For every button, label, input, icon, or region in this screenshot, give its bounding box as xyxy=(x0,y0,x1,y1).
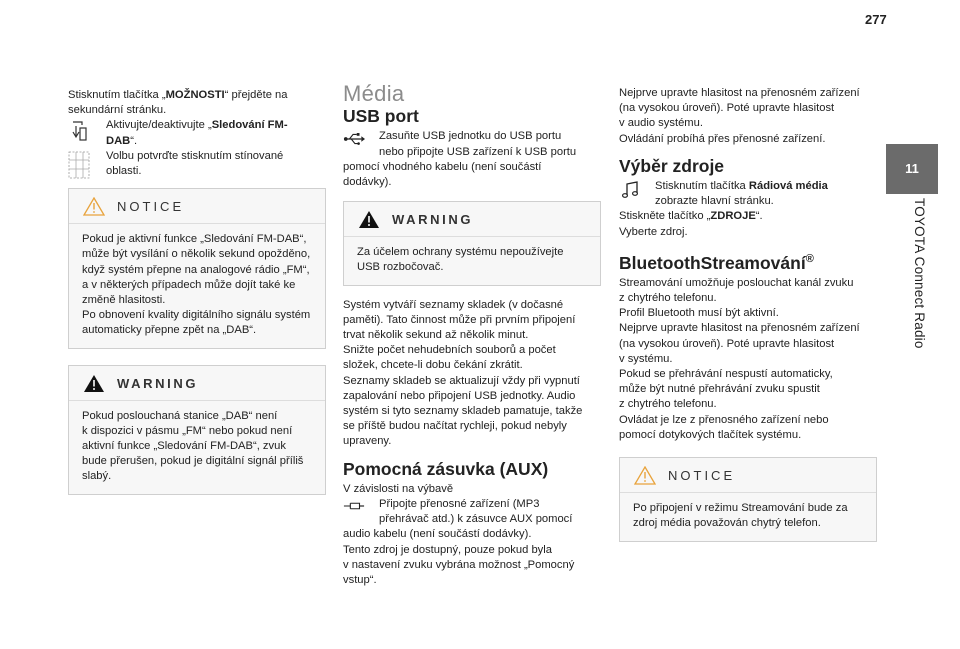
step-toggle xyxy=(68,118,326,148)
notice-header xyxy=(69,189,325,224)
intro-line-2: sekundární stránku. xyxy=(68,104,167,117)
intro-line-1: Stisknutím tlačítka „MOŽNOSTI“ přejděte na xyxy=(68,89,288,101)
usb-warning-header xyxy=(344,202,600,237)
bluetooth-heading: BluetoothStreamování® xyxy=(619,252,814,273)
warning-triangle-icon xyxy=(83,374,105,393)
notice-triangle-icon xyxy=(634,466,656,485)
notice-body: Pokud je aktivní funkce „Sledování FM-DAB“, může být vysílání o několik sekund opožděno, když systém přepne na analogové rádio „FM“, a v některých případech může dojít také ke změně hlasitosti. Po obnovení kvality digitálního signálu systém automaticky přepne zpět na „DAB“. xyxy=(82,233,311,337)
toggle-icon xyxy=(68,118,90,142)
aux-heading: Pomocná zásuvka (AUX) xyxy=(343,458,549,479)
touch-area-icon xyxy=(68,149,90,179)
confirm-text: Volbu potvrďte stisknutím stínované oblasti. xyxy=(106,149,284,178)
streaming-notice-box xyxy=(619,457,877,541)
usb-icon xyxy=(343,129,365,147)
usb-playlist-text: Systém vytváří seznamy skladek (v dočasné paměti). Tato činnost může při prvním připojení trvat několik sekund až několik minut. Snižte počet nehudebních souborů a počet složek, chcete-li dobu čekání zkrátit. Seznamy skladeb se aktualizují vždy při vypnutí zapalování nebo připojení USB jednotky. Audio systém si tyto seznamy skladeb pamatuje, takže se příště budou načítat rychleji, pokud nebyly upraveny. xyxy=(343,298,583,448)
warning-header xyxy=(69,366,325,401)
section-title: Média xyxy=(343,81,405,106)
page-number: 277 xyxy=(865,12,887,27)
chapter-title: TOYOTA Connect Radio xyxy=(912,198,927,349)
streaming-notice-title: NOTICE xyxy=(668,467,736,483)
chapter-tab: 11 xyxy=(886,144,938,192)
source-heading: Výběr zdroje xyxy=(619,155,725,176)
bluetooth-text: Streamování umožňuje poslouchat kanál zvuku z chytrého telefonu. Profil Bluetooth musí být aktivní. Nejprve upravte hlasitost na přenosném zařízení (na vysokou úroveň). Poté upravte hlasitost v systému. Pokud se přehrávání nespustí automaticky, může být nutné přehrávání zvuku spustit z chytrého telefonu. Ovládat je lze z přenosného zařízení nebo pomocí dotykových tlačítek systému. xyxy=(619,276,860,441)
streaming-notice-header xyxy=(620,458,876,493)
warning-body: Pokud poslouchaná stanice „DAB“ není k dispozici v pásmu „FM“ nebo pokud není aktivní funkce „Sledování FM-DAB“, zvuk bude přerušen, pokud je digitální signál příliš slabý. xyxy=(82,409,304,483)
column-right: Nejprve upravte hlasitost na přenosném zařízení (na vysokou úroveň). Poté upravte hlasitost v audio systému. Ovládání probíhá přes přenosné zařízení. Výběr zdroje Stisknutím tlačítka Rádiová média zobrazte hlavní stránku. Stiskněte tlačítko „ZDROJE“. Vyberte zdroj. BluetoothStreamování® Streamování umožňuje poslouchat kanál zvuku z chytrého telefonu. Profil Bluetooth musí být aktivní. Nejprve upravte hlasitost na přenosném zařízení (na vysokou úroveň). Poté upravte hlasitost v systému. Pokud se přehrávání nespustí automaticky, může být nutné přehrávání zvuku spustit z chytrého telefonu. Ovládat je lze z přenosného zařízení nebo pomocí dotykových tlačítek systému. NOTICE Po připojení v režimu Streamování bude za zdroj média považován chytrý telefon. xyxy=(619,86,877,542)
notice-title: NOTICE xyxy=(117,199,185,215)
warning-title: WARNING xyxy=(117,375,199,391)
usb-warning-body: Za účelem ochrany systému nepoužívejte USB rozbočovač. xyxy=(357,246,564,274)
usb-warning-box xyxy=(343,201,601,285)
column-left xyxy=(68,88,326,495)
column-middle: Média USB port Zasuňte USB jednotku do USB portu nebo připojte USB zařízení k USB portu pomocí vhodného kabelu (není součástí dodávky). WARNING Za účelem ochrany systému nepoužívejte USB rozbočovač. Systém vytváří seznamy skladek (v dočasné paměti). Tato činnost může při prvním připojení trvat několik sekund až několik minut. Snižte počet nehudebních souborů a počet složek, chcete-li dobu čekání zkrátit. Seznamy skladeb se aktualizují vždy při vypnutí zapalování nebo připojení USB jednotky. Audio systém si tyto seznamy skladeb pamatuje, takže se příště budou načítat rychleji, pokud nebyly upraveny. Pomocná zásuvka (AUX) V závislosti na výbavě Připojte přenosné zařízení (MP3 přehrávač atd.) k zásuvce AUX pomocí audio kabelu (není součástí dodávky). Tento zdroj je dostupný, pouze pokud byla v nastavení zvuku vybrána možnost „Pomocný vstup“. xyxy=(343,86,601,588)
step-confirm xyxy=(68,149,326,179)
usb-heading: USB port xyxy=(343,106,419,127)
source-step: Stisknutím tlačítka Rádiová média zobrazte hlavní stránku. xyxy=(619,179,877,209)
usb-step: Zasuňte USB jednotku do USB portu nebo připojte USB zařízení k USB portu xyxy=(343,129,601,159)
warning-box xyxy=(68,365,326,495)
toggle-text: Aktivujte/deaktivujte „Sledování FM-DAB“. xyxy=(106,119,288,147)
streaming-notice-body: Po připojení v režimu Streamování bude za zdroj média považován chytrý telefon. xyxy=(633,502,848,530)
warning-triangle-icon xyxy=(358,210,380,229)
aux-step: Připojte přenosné zařízení (MP3 přehrávač atd.) k zásuvce AUX pomocí xyxy=(343,497,601,527)
music-note-icon xyxy=(619,179,641,199)
usb-warning-title: WARNING xyxy=(392,212,474,228)
notice-triangle-icon xyxy=(83,197,105,216)
aux-intro: V závislosti na výbavě xyxy=(343,482,454,495)
chapter-divider xyxy=(886,192,938,194)
aux-cable-icon xyxy=(343,497,365,513)
notice-box xyxy=(68,188,326,348)
